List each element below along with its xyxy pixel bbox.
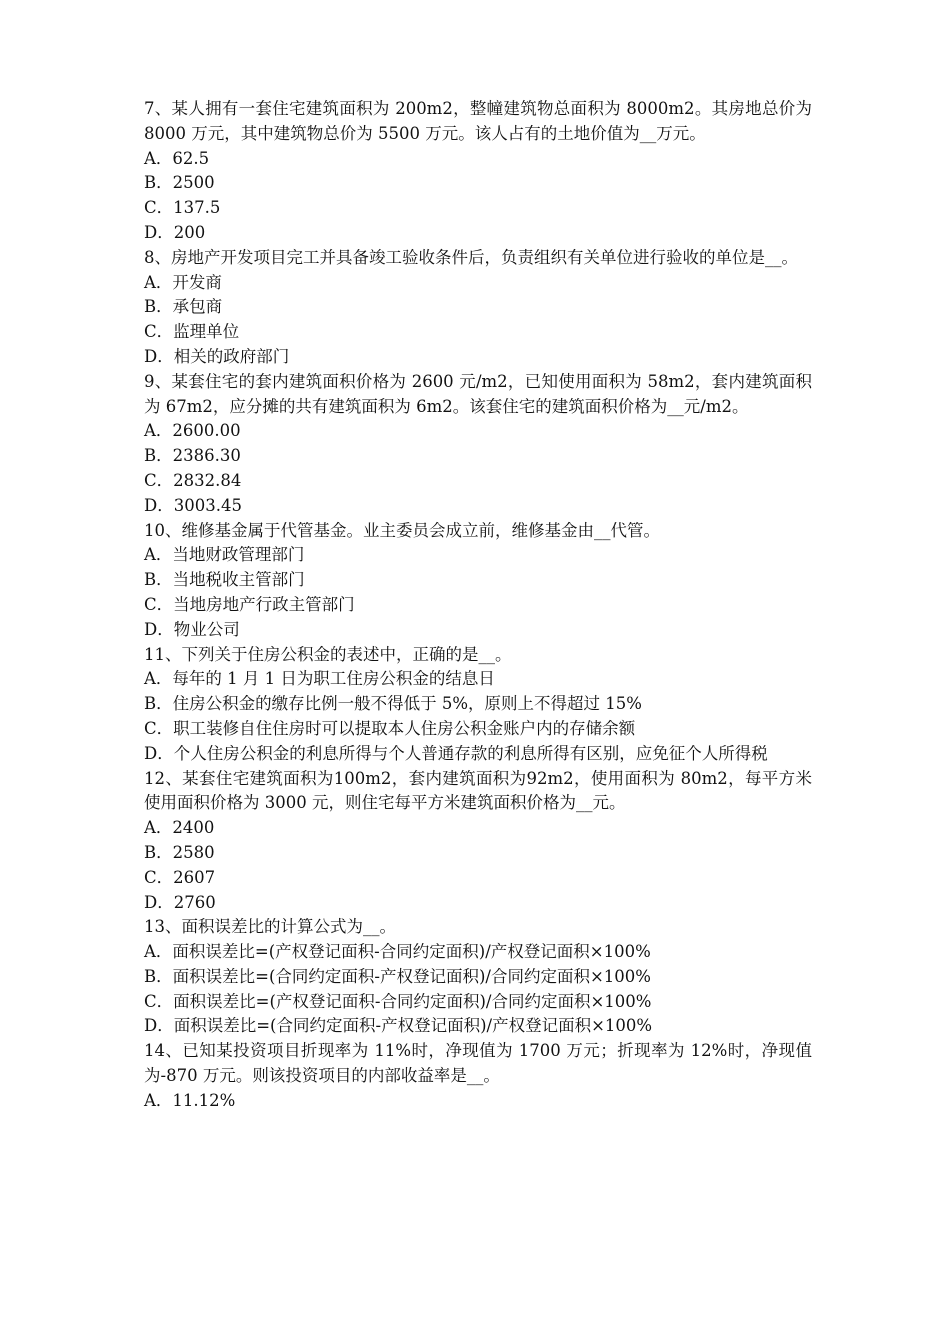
- question-9: [144, 370, 812, 519]
- option-d: D．个人住房公积金的利息所得与个人普通存款的利息所得有区别，应免征个人所得税: [144, 743, 768, 763]
- option-a: A．开发商: [144, 272, 222, 292]
- option-a: A．2600.00: [144, 421, 241, 441]
- question-list: [144, 97, 812, 1114]
- question-text: 14、已知某投资项目折现率为 11%时，净现值为 1700 万元；折现率为 12%时，净现值为-870 万元。则该投资项目的内部收益率是__。: [144, 1041, 812, 1086]
- question-7: [144, 97, 812, 246]
- question-text: 12、某套住宅建筑面积为100m2，套内建筑面积为92m2，使用面积为 80m2，每平方米使用面积价格为 3000 元，则住宅每平方米建筑面积价格为__元。: [144, 768, 812, 813]
- option-c: C．当地房地产行政主管部门: [144, 594, 355, 614]
- option-b: B．住房公积金的缴存比例一般不得低于 5%，原则上不得超过 15%: [144, 694, 642, 714]
- question-8: [144, 246, 812, 370]
- question-14: [144, 1039, 812, 1113]
- option-d: D．200: [144, 222, 206, 242]
- option-b: B．2500: [144, 173, 215, 193]
- option-a: A．面积误差比=(产权登记面积-合同约定面积)/产权登记面积×100%: [144, 942, 651, 962]
- option-c: C．监理单位: [144, 322, 240, 342]
- option-b: B．2386.30: [144, 446, 241, 466]
- option-b: B．当地税收主管部门: [144, 570, 305, 590]
- option-d: D．物业公司: [144, 619, 240, 639]
- question-text: 7、某人拥有一套住宅建筑面积为 200m2，整幢建筑物总面积为 8000m2。其房地总价为 8000 万元，其中建筑物总价为 5500 万元。该人占有的土地价值为__万元。: [144, 99, 812, 143]
- question-text: 13、面积误差比的计算公式为__。: [144, 917, 396, 937]
- option-a: A．62.5: [144, 148, 210, 168]
- question-11: [144, 643, 812, 767]
- option-d: D．面积误差比=(合同约定面积-产权登记面积)/产权登记面积×100%: [144, 1016, 653, 1036]
- option-c: C．职工装修自住住房时可以提取本人住房公积金账户内的存储余额: [144, 718, 636, 738]
- question-text: 10、维修基金属于代管基金。业主委员会成立前，维修基金由__代管。: [144, 520, 660, 540]
- option-c: C．137.5: [144, 198, 221, 218]
- option-c: C．2832.84: [144, 470, 242, 490]
- option-b: B．面积误差比=(合同约定面积-产权登记面积)/合同约定面积×100%: [144, 966, 651, 986]
- option-a: A．11.12%: [144, 1090, 236, 1110]
- option-a: A．2400: [144, 818, 215, 838]
- option-a: A．每年的 1 月 1 日为职工住房公积金的结息日: [144, 669, 495, 689]
- question-text: 11、下列关于住房公积金的表述中，正确的是__。: [144, 644, 512, 664]
- option-d: D．相关的政府部门: [144, 346, 290, 366]
- question-12: [144, 767, 812, 916]
- question-10: [144, 519, 812, 643]
- question-text: 8、房地产开发项目完工并具备竣工验收条件后，负责组织有关单位进行验收的单位是__。: [144, 247, 798, 267]
- option-c: C．2607: [144, 867, 216, 887]
- option-a: A．当地财政管理部门: [144, 545, 305, 565]
- option-b: B．2580: [144, 842, 215, 862]
- option-d: D．2760: [144, 892, 216, 912]
- question-text: 9、某套住宅的套内建筑面积价格为 2600 元/m2，已知使用面积为 58m2，套内建筑面积为 67m2，应分摊的共有建筑面积为 6m2。该套住宅的建筑面积价格为__元/m2。: [144, 371, 812, 416]
- option-b: B．承包商: [144, 297, 223, 317]
- question-13: [144, 915, 812, 1039]
- option-c: C．面积误差比=(产权登记面积-合同约定面积)/合同约定面积×100%: [144, 991, 652, 1011]
- option-d: D．3003.45: [144, 495, 242, 515]
